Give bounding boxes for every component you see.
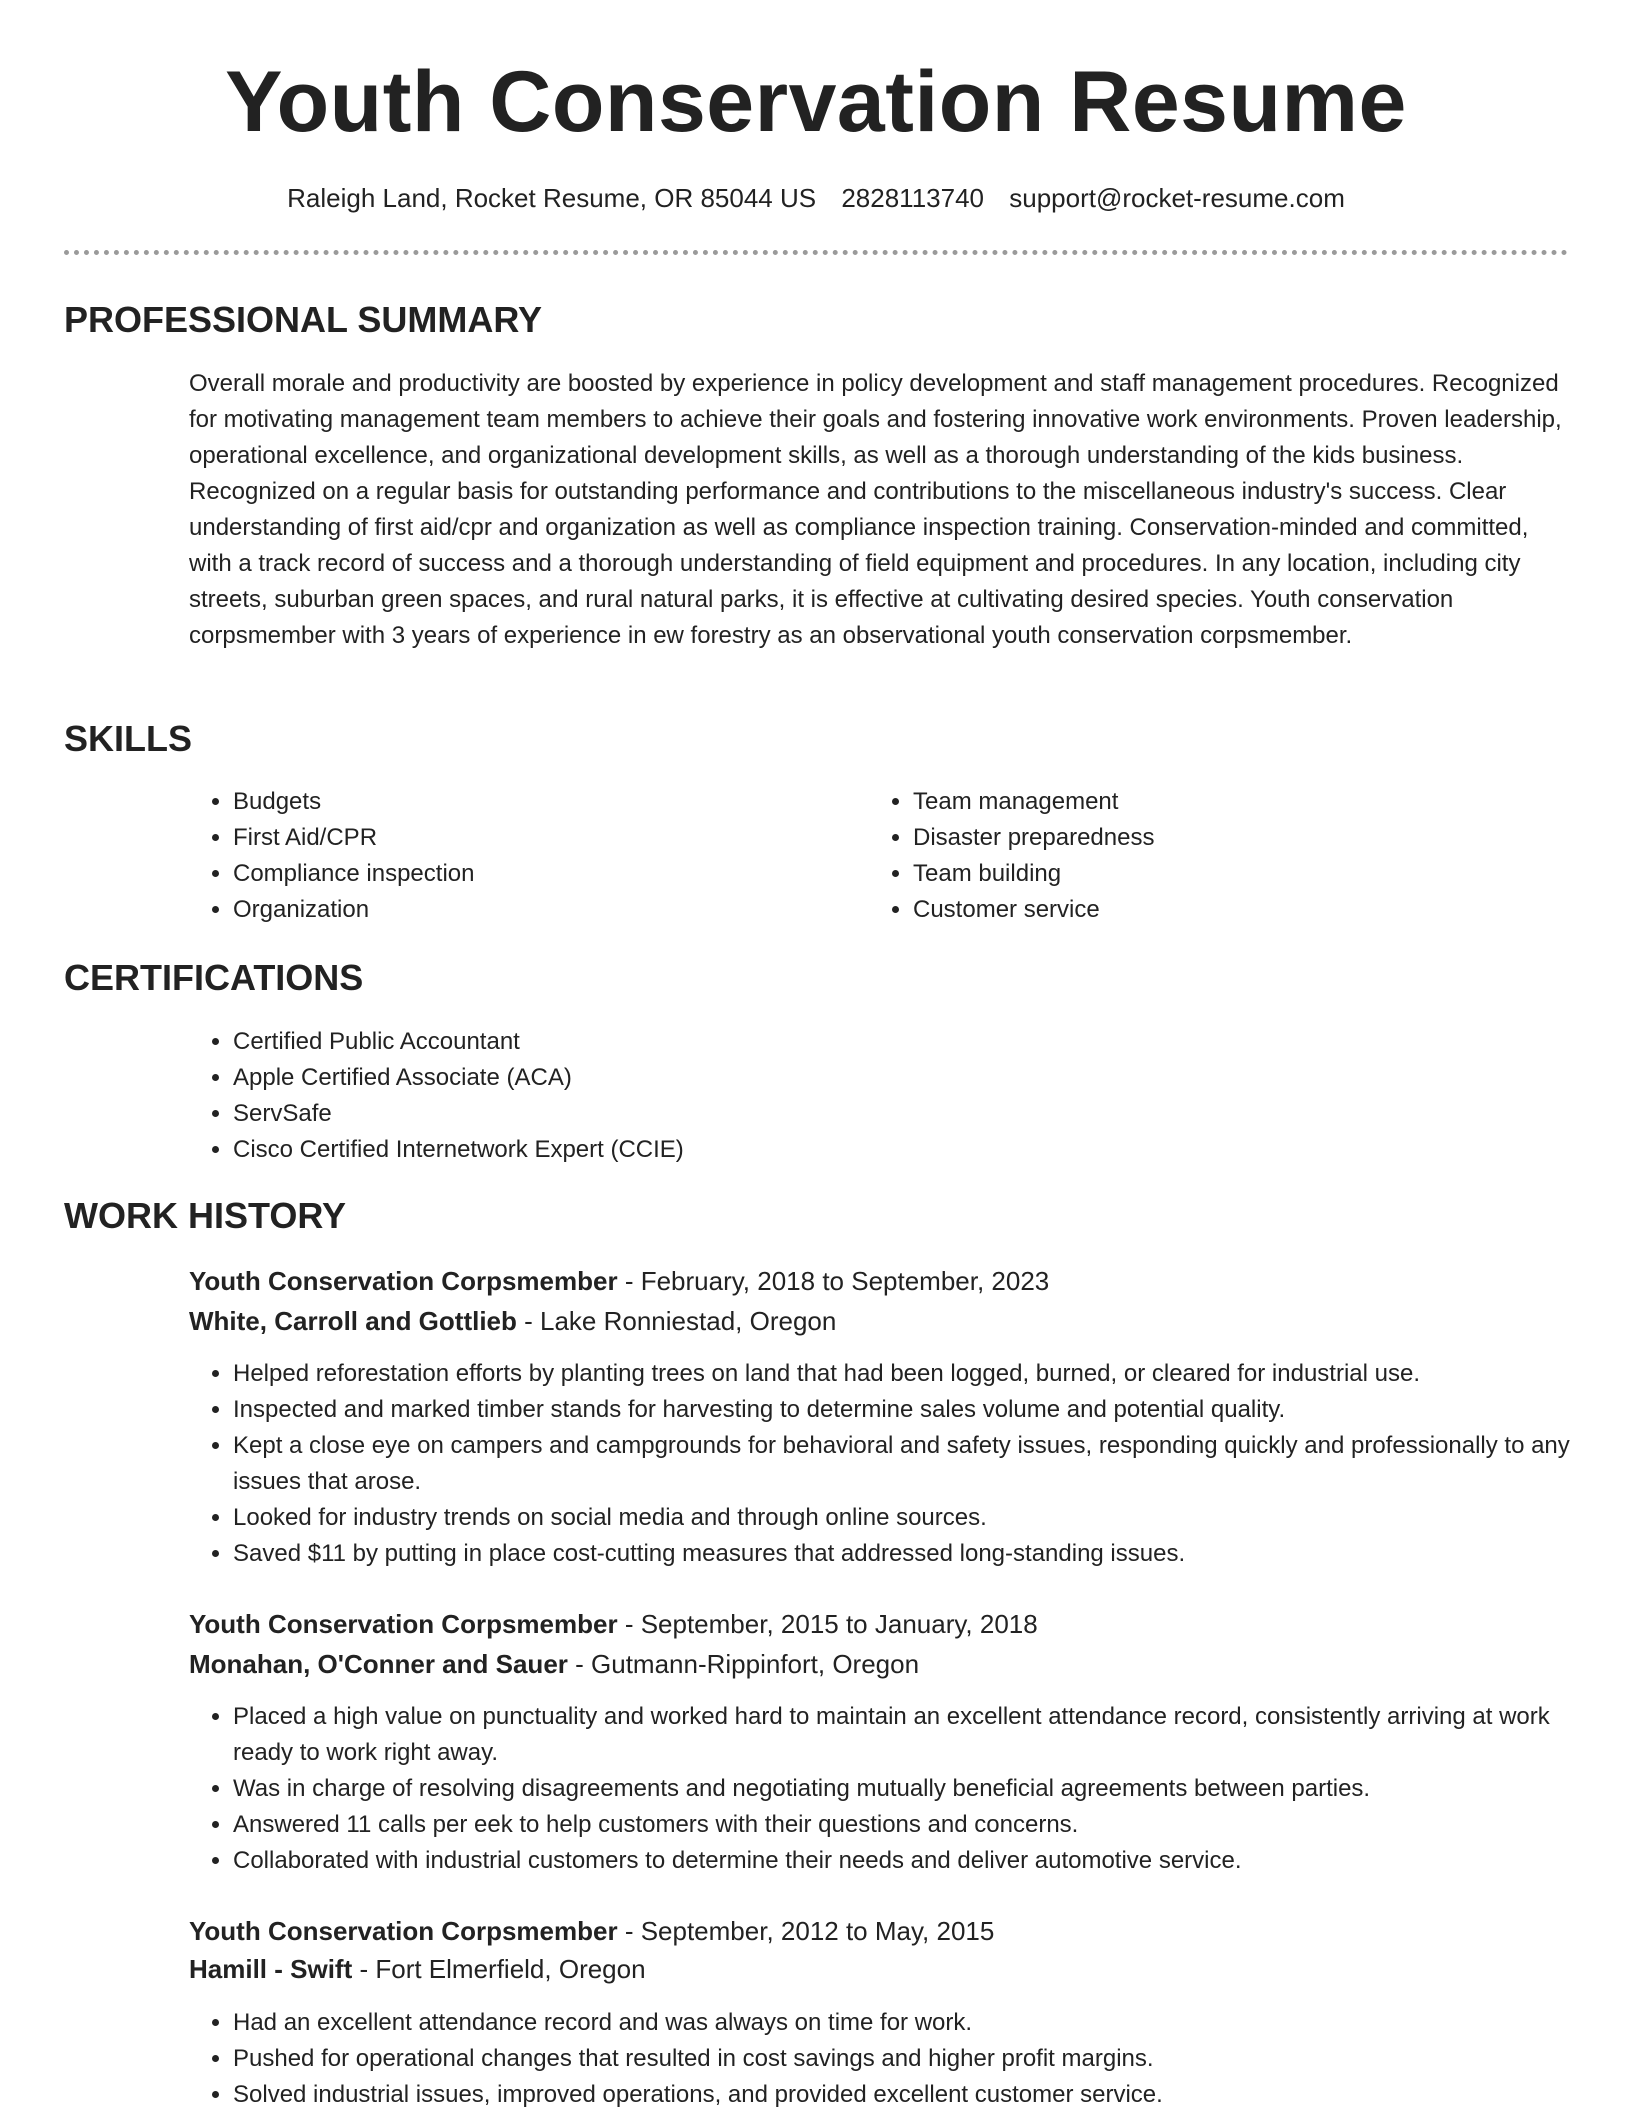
job-company-line	[189, 1950, 1569, 1988]
job-company: White, Carroll and Gottlieb	[189, 1306, 517, 1336]
job-company: Hamill - Swift	[189, 1954, 353, 1984]
certifications-list	[189, 1024, 1613, 1168]
header-divider	[64, 250, 1568, 255]
certifications-heading: CERTIFICATIONS	[64, 957, 364, 998]
job-title: Youth Conservation Corpsmember	[189, 1609, 618, 1639]
job-company: Monahan, O'Conner and Sauer	[189, 1649, 568, 1679]
job-bullet: • Had an excellent attendance record and was always on time for work.	[233, 2005, 1613, 2041]
skill-item: • First Aid/CPR	[233, 820, 853, 856]
job-bullets	[189, 1356, 1613, 1572]
job-bullet: • Kept a close eye on campers and campgrounds for behavioral and safety issues, responding quickly and professionally to any issues that arose.	[233, 1428, 1613, 1500]
certification-item: • Cisco Certified Internetwork Expert (CCIE)	[233, 1132, 1613, 1168]
job-bullets	[189, 1699, 1613, 1879]
skill-item: • Disaster preparedness	[913, 820, 1533, 856]
job-dates: - September, 2012 to May, 2015	[617, 1916, 995, 1946]
contact-phone: 2828113740	[841, 183, 984, 213]
summary-text: Overall morale and productivity are boosted by experience in policy development and staff management procedures. Recognized for motivating management team members to achieve their goals and fostering innovative work environments. Proven leadership, operational excellence, and organizational development skills, as well as a thorough understanding of the kids business. Recognized on a regular basis for outstanding performance and contributions to the miscellaneous industry's success. Clear understanding of first aid/cpr and organization as well as compliance inspection training. Conservation-minded and committed, with a track record of success and a thorough understanding of field equipment and procedures. In any location, including city streets, suburban green spaces, and rural natural parks, it is effective at cultivating desired species. Youth conservation corpsmember with 3 years of experience in ew forestry as an observational youth conservation corpsmember.	[189, 370, 1562, 649]
contact-address: Raleigh Land, Rocket Resume, OR 85044 US	[287, 183, 817, 213]
job-title: Youth Conservation Corpsmember	[189, 1916, 618, 1946]
job-location: - Gutmann-Rippinfort, Oregon	[567, 1649, 920, 1679]
resume-title: Youth Conservation Resume	[225, 54, 1407, 150]
job-company-line	[189, 1645, 1569, 1683]
job-bullet: • Solved industrial issues, improved operations, and provided excellent customer service.	[233, 2077, 1613, 2113]
job-dates: - February, 2018 to September, 2023	[617, 1266, 1050, 1296]
job-company-line	[189, 1302, 1569, 1340]
job-bullets	[189, 2005, 1613, 2113]
job-bullet: • Helped reforestation efforts by planting trees on land that had been logged, burned, or cleared for industrial use.	[233, 1356, 1613, 1392]
job-bullet: • Collaborated with industrial customers to determine their needs and deliver automotive service.	[233, 1843, 1613, 1879]
job-title-line	[189, 1605, 1569, 1643]
skills-list-left	[189, 784, 853, 928]
job-bullet: • Placed a high value on punctuality and worked hard to maintain an excellent attendance record, consistently arriving at work ready to work right away.	[233, 1699, 1613, 1771]
certification-item: • ServSafe	[233, 1096, 1613, 1132]
job-bullet: • Was in charge of resolving disagreements and negotiating mutually beneficial agreements between parties.	[233, 1771, 1613, 1807]
skill-item: • Team building	[913, 856, 1533, 892]
job-bullet: • Saved $11 by putting in place cost-cutting measures that addressed long-standing issues.	[233, 1536, 1613, 1572]
job-bullet: • Pushed for operational changes that resulted in cost savings and higher profit margins.	[233, 2041, 1613, 2077]
certification-item: • Apple Certified Associate (ACA)	[233, 1060, 1613, 1096]
job-title: Youth Conservation Corpsmember	[189, 1266, 618, 1296]
skill-item: • Budgets	[233, 784, 853, 820]
skill-item: • Team management	[913, 784, 1533, 820]
skill-item: • Compliance inspection	[233, 856, 853, 892]
skill-item: • Organization	[233, 892, 853, 928]
job-title-line	[189, 1912, 1569, 1950]
job-location: - Lake Ronniestad, Oregon	[516, 1306, 837, 1336]
contact-line	[0, 180, 1632, 216]
job-location: - Fort Elmerfield, Oregon	[352, 1954, 646, 1984]
skill-item: • Customer service	[913, 892, 1533, 928]
skills-list-right	[869, 784, 1533, 928]
job-dates: - September, 2015 to January, 2018	[617, 1609, 1038, 1639]
summary-heading: PROFESSIONAL SUMMARY	[64, 299, 543, 340]
contact-email: support@rocket-resume.com	[1009, 183, 1345, 213]
job-bullet: • Looked for industry trends on social media and through online sources.	[233, 1500, 1613, 1536]
job-bullet: • Inspected and marked timber stands for harvesting to determine sales volume and potential quality.	[233, 1392, 1613, 1428]
skills-heading: SKILLS	[64, 718, 193, 759]
job-bullet: • Answered 11 calls per eek to help customers with their questions and concerns.	[233, 1807, 1613, 1843]
certification-item: • Certified Public Accountant	[233, 1024, 1613, 1060]
job-title-line	[189, 1262, 1569, 1300]
work-history-heading: WORK HISTORY	[64, 1195, 347, 1236]
